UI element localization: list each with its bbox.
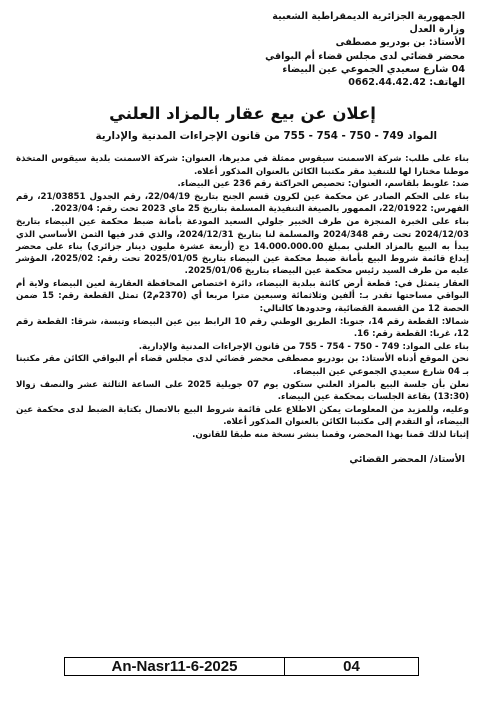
paragraph-judgment: بناء على الحكم الصادر عن محكمة عين لكرون قسم الجنح بتاريخ 22/04/19، رقم الجدول 21/03851، رقم الفهرس: 22/01922، الممهور بالصيغة التنفيذية المسلمة بتاريخ 25 ماي 2023 تحت رقم: 2023/04. [16,192,470,215]
paragraph-property-description: العقار يتمثل في: قطعة أرض كائنة ببلدية البيضاء، دائرة اختصاص المحافظة العقارية لعين البيضاء ولاية أم البواقي مساحتها تقدر بـ: ألفين وثلاثمائة وسبعين مترا مربعا أي (2370م2) تمثل القطعة رقم: 15 ضمن الحصة 12 من القسمة القضائية، وحدودها كالتالي: [16,279,469,314]
announcement-title: إعلان عن بيع عقار بالمزاد العلني [109,104,376,124]
paragraph-undersigned: نحن الموقع أدناه الأستاذ: بن بودريو مصطفى محضر قضائي لدى مجلس قضاء أم البواقي الكائن مقر مكتبنا بـ 04 شارع سعيدي الجموعي عين البيضاء. [16,354,469,377]
newspaper-reference: An-Nasr11-6-2025 [65,658,285,675]
header-line-country: الجمهورية الجزائرية الديمقراطية الشعبية [272,11,465,22]
page-number: 04 [343,658,360,675]
paragraph-property-boundaries: شمالا: القطعة رقم 14، جنوبا: الطريق الوطني رقم 10 الرابط بين عين البيضاء وتبسة، شرقا: القطعة رقم 12، غربا: القطعة رقم: 16. [16,316,469,339]
paragraph-more-info: وعليه، وللمزيد من المعلومات يمكن الاطلاع على قائمة شروط البيع بالاتصال بكتابة الضبط لدى محكمة عين البيضاء، أو التقدم إلى مكتبنا الكائن بالعنوان المذكور أعلاه. [16,404,469,427]
paragraph-closing: إثباتا لذلك قمنا بهذا المحضر، وقمنا بنشر نسخة منه طبقا للقانون. [192,429,469,440]
header-line-address: 04 شارع سعيدي الجموعي عين البيضاء [282,63,465,75]
announcement-body [16,153,469,441]
header-line-phone: الهاتف: 0662.44.42.42 [348,77,465,89]
signature-line: الأستاذ/ المحضر القضائي [349,454,465,466]
header-line-bailiff-name: الأستاذ: بن بودريو مصطفى [335,37,465,49]
header-line-bailiff-title: محضر قضائي لدى مجلس قضاء أم البواقي [265,50,465,62]
paragraph-expertise: بناء على الخبرة المنجزة من طرف الخبير جلولي السعيد المودعة بأمانة ضبط محكمة عين البيضاء بتاريخ 2024/12/03 تحت رقم 2024/348 والمسلمة لنا بتاريخ 2024/12/31، والذي قدر فيها الثمن الأساسي الذي يبدأ به البيع بالمزاد العلني بمبلغ 14.000.000.00 دج (أربعة عشرة مليون دينار جزائري) بناء على محضر إيداع قائمة شروط البيع بأمانة ضبط محكمة عين البيضاء بتاريخ 2025/01/05 تحت رقم: 2025/02، المؤشر عليه من طرف السيد رئيس محكمة عين البيضاء بتاريخ 2025/01/06. [16,217,469,277]
paragraph-defendant: ضد: علوبط بلقاسم، العنوان: تحصيص الحراكتة رقم 236 عين البيضاء. [177,179,469,190]
header-line-ministry: وزارة العدل [409,24,465,36]
paragraph-legal-basis: بناء على المواد: 749 - 750 - 754 - 755 من قانون الإجراءات المدنية والإدارية. [138,341,469,352]
newspaper-footer [64,657,419,676]
bailiff-header [16,10,465,89]
legal-articles-subtitle: المواد 749 - 750 - 754 - 755 من قانون الإجراءات المدنية والإدارية [95,130,437,143]
paragraph-auction-date: نعلن بأن جلسة البيع بالمزاد العلني ستكون يوم 07 جويلية 2025 على الساعة الثالثة عشر والنصف زوالا (13:30) بقاعة الجلسات بمحكمة عين البيضاء. [16,379,469,402]
paragraph-applicant: بناء على طلب: شركة الاسمنت سيقوس ممثلة في مديرها، العنوان: شركة الاسمنت بلدية سيقوس المتخذة موطنا مختارا لها للتنفيذ مقر مكتبنا الكائن بالعنوان المذكور أعلاه. [16,154,469,177]
